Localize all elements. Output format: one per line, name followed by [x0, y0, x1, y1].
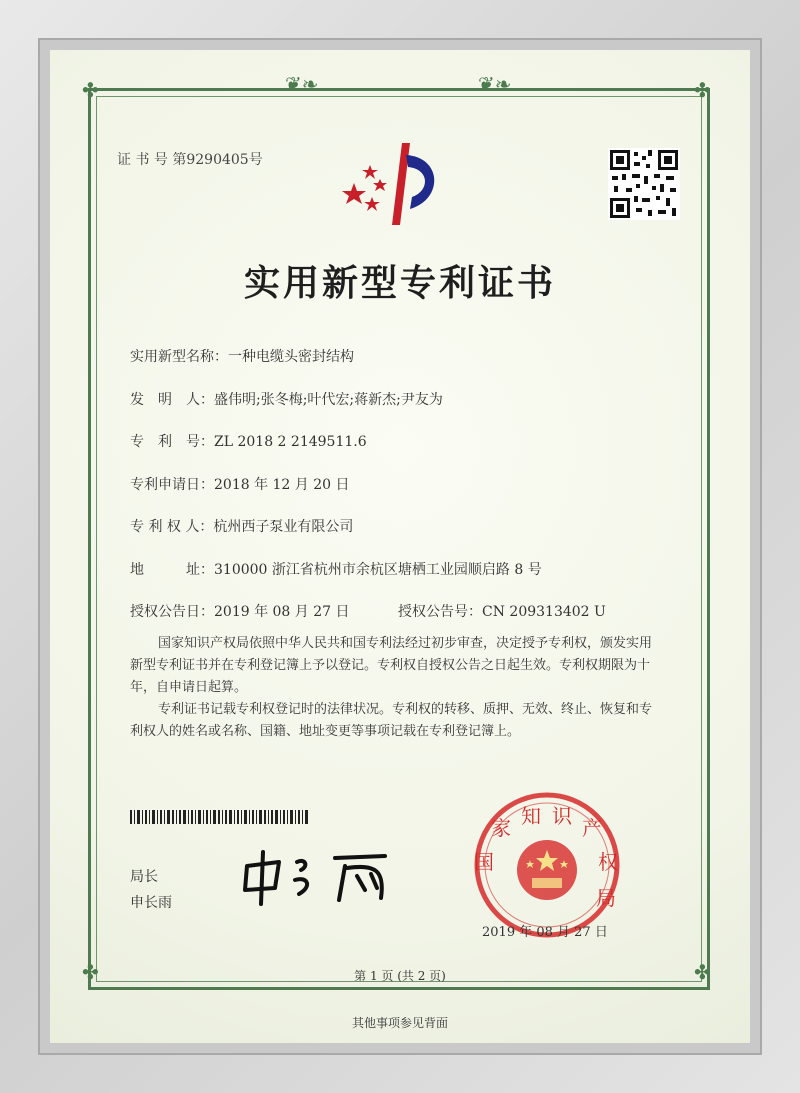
- patentee-value: 杭州西子泵业有限公司: [213, 519, 354, 535]
- seal-char-3: 知: [521, 804, 541, 828]
- seal-date: 2019 年 08 月 27 日: [482, 925, 608, 940]
- seal-char-4: 识: [552, 804, 572, 828]
- utility-model-name-label: 实用新型名称：: [130, 349, 228, 365]
- director-name: 申长雨: [130, 895, 172, 911]
- address-label: 地 址：: [130, 562, 214, 578]
- address-value: 310000 浙江省杭州市余杭区塘栖工业园顺启路 8 号: [214, 562, 542, 578]
- patent-number-value: ZL 2018 2 2149511.6: [214, 434, 367, 450]
- ornament-corner-bl-icon: ✤: [82, 960, 99, 984]
- publication-number-value: CN 209313402 U: [482, 604, 606, 620]
- director-title: 局长: [130, 869, 158, 885]
- seal-char-5: 产: [582, 816, 602, 840]
- utility-model-name-row: [130, 346, 354, 366]
- qr-code-icon: [608, 148, 680, 220]
- publication-date-label: 授权公告日：: [130, 604, 214, 620]
- seal-char-2: 家: [491, 816, 511, 840]
- inventor-row: [130, 389, 443, 409]
- certificate-title: 实用新型专利证书: [243, 262, 556, 304]
- page-number: 第 1 页 (共 2 页): [354, 969, 446, 983]
- ornament-left-top-icon: ❦❧: [285, 72, 319, 96]
- patentee-label: 专 利 权 人：: [130, 519, 214, 535]
- address-row: [130, 559, 542, 579]
- publication-date-row: [130, 601, 350, 621]
- ornament-corner-br-icon: ✤: [694, 960, 711, 984]
- patent-number-row: [130, 431, 367, 451]
- inventor-label: 发 明 人：: [130, 392, 214, 408]
- director-signature: [235, 848, 405, 908]
- application-date-label: 专利申请日：: [130, 477, 214, 493]
- barcode-icon: [130, 810, 310, 824]
- publication-number-row: [398, 601, 606, 621]
- back-note: 其他事项参见背面: [351, 1016, 448, 1030]
- grant-paragraph: 国家知识产权局依照中华人民共和国专利法经过初步审查，决定授予专利权，颁发实用新型专利证书并在专利登记簿上予以登记。专利权自授权公告之日起生效。专利权期限为十年，自申请日起算。: [130, 636, 653, 695]
- application-date-value: 2018 年 12 月 20 日: [214, 477, 350, 493]
- cnipa-logo-icon: [340, 135, 450, 235]
- ornament-corner-tl-icon: ✤: [82, 78, 99, 102]
- seal-char-1: 国: [474, 850, 494, 874]
- ornament-right-top-icon: ❦❧: [478, 72, 512, 96]
- publication-date-value: 2019 年 08 月 27 日: [214, 604, 350, 620]
- patentee-row: [130, 516, 353, 536]
- utility-model-name-value: 一种电缆头密封结构: [228, 349, 354, 365]
- ornament-corner-tr-icon: ✤: [694, 78, 711, 102]
- publication-number-label: 授权公告号：: [398, 604, 482, 620]
- legal-status-paragraph: 专利证书记载专利权登记时的法律状况。专利权的转移、质押、无效、终止、恢复和专利权人的姓名或名称、国籍、地址变更等事项记载在专利登记簿上。: [130, 702, 653, 739]
- certificate-number: 证 书 号 第9290405号: [117, 152, 263, 168]
- inventor-value: 盛伟明;张冬梅;叶代宏;蒋新杰;尹友为: [214, 392, 443, 408]
- seal-char-7: 局: [596, 886, 616, 910]
- patent-number-label: 专 利 号：: [130, 434, 214, 450]
- seal-char-6: 权: [598, 850, 618, 874]
- application-date-row: [130, 474, 350, 494]
